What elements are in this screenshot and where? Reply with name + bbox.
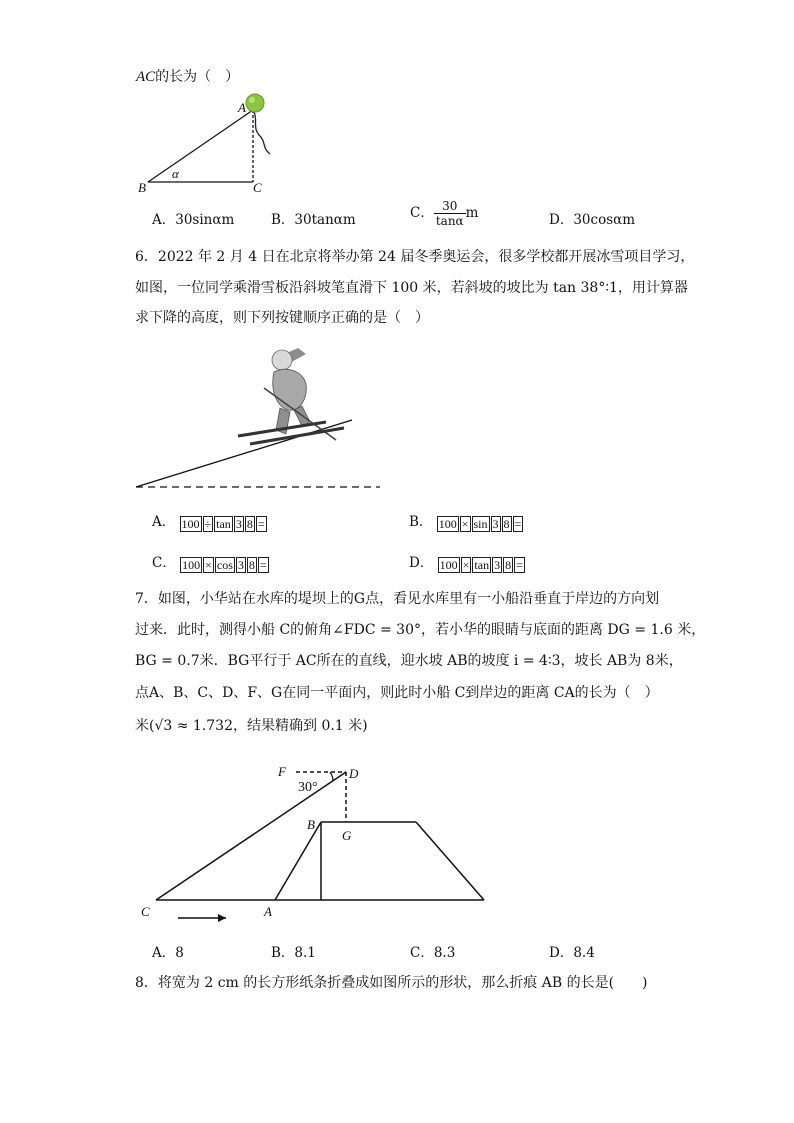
q7-stem-line-1: 7．如图，小华站在水库的堤坝上的G点，看见水库里有一小船沿垂直于岸边的方向划 [135, 591, 660, 607]
q5-tail-text: 的长为（ ） [155, 69, 240, 85]
calculator-key: 3 [237, 558, 244, 572]
q5-var-ac: AC [136, 69, 156, 85]
q7-label-a: A [264, 904, 272, 919]
q6-stem-line-2: 如图，一位同学乘滑雪板沿斜坡笔直滑下 100 米，若斜坡的坡比为 tan 38°∶1，用计算器 [135, 280, 688, 296]
kite-string-icon [254, 112, 270, 154]
option-text: 30cosαm [573, 212, 636, 228]
q5-side-ab [148, 110, 253, 182]
q5-stem-tail [136, 66, 239, 86]
calculator-key: 3 [492, 517, 499, 531]
calculator-key: 3 [494, 558, 501, 572]
option-letter: B． [271, 945, 295, 961]
calculator-key: sin [473, 517, 488, 531]
calculator-key: = [516, 558, 523, 572]
q5-option-b[interactable] [271, 208, 356, 228]
calculator-key: cos [216, 558, 233, 572]
arrow-right-icon [218, 914, 226, 922]
calculator-key: = [259, 558, 267, 572]
q7-label-c: C [141, 904, 150, 919]
q6-option-a[interactable] [152, 510, 268, 532]
calculator-key: × [462, 558, 470, 572]
q7-label-b: B [307, 817, 315, 832]
q6-option-b[interactable] [409, 510, 524, 532]
option-text: 30tanαm [294, 212, 356, 228]
q6-slope-line [136, 420, 352, 487]
option-text: 8 [175, 945, 184, 961]
calculator-key: 3 [235, 517, 242, 531]
calculator-key: ÷ [204, 517, 212, 531]
option-text: 30sinαm [175, 212, 235, 228]
q7-option-b[interactable] [271, 941, 316, 961]
calculator-key: 100 [182, 558, 201, 572]
calculator-key: × [461, 517, 469, 531]
option-text: 8.1 [294, 945, 316, 961]
calculator-key: 8 [505, 558, 512, 572]
q6-option-d[interactable] [409, 551, 526, 573]
q5-figure [130, 88, 300, 200]
angle-arc-icon [330, 772, 333, 781]
balloon-highlight-icon [249, 97, 255, 103]
option-letter: C． [410, 205, 434, 221]
option-text: 8.4 [573, 945, 595, 961]
key-sequence [180, 516, 268, 532]
q5-label-a: A [238, 100, 246, 115]
q6-stem-line-3: 求下降的高度，则下列按键顺序正确的是（ ） [135, 310, 429, 326]
calculator-key: 8 [503, 517, 510, 531]
option-letter: B． [409, 514, 433, 530]
option-letter: A． [152, 212, 176, 228]
q5-option-c[interactable] [410, 199, 478, 228]
option-letter: C． [410, 945, 434, 961]
q7-dam-right [416, 822, 484, 900]
option-letter: D． [549, 212, 574, 228]
q7-figure [130, 758, 500, 928]
key-sequence [438, 557, 526, 573]
q7-label-angle: 30° [298, 780, 318, 795]
key-sequence [180, 557, 270, 573]
calculator-key: = [257, 517, 265, 531]
option-letter: D． [549, 945, 574, 961]
q8-stem-line-1: 8．将宽为 2 cm 的长方形纸条折叠成如图所示的形状，那么折痕 AB 的长是( ) [135, 975, 648, 991]
calculator-key: tan [216, 517, 231, 531]
balloon-icon [246, 94, 264, 112]
calculator-key: × [205, 558, 212, 572]
q7-option-c[interactable] [410, 941, 455, 961]
skier-icon [238, 348, 344, 444]
q7-stem-line-2: 过来．此时，测得小船 C的俯角∠FDC = 30°，若小华的眼睛与底面的距离 DG = 1.6 米， [135, 622, 706, 638]
key-sequence [437, 516, 525, 532]
calculator-key: = [514, 517, 522, 531]
calculator-key: 8 [248, 558, 255, 572]
q7-stem-line-4: 点A、B、C、D、F、G在同一平面内，则此时小船 C到岸边的距离 CA的长为（ ） [135, 685, 659, 701]
q7-label-g: G [342, 828, 352, 843]
option-letter: A． [152, 945, 176, 961]
q5-label-alpha: α [172, 166, 179, 181]
q7-option-a[interactable] [152, 941, 184, 961]
option-letter: A． [152, 514, 176, 530]
q6-figure [130, 340, 390, 495]
q5-option-a[interactable] [152, 208, 234, 228]
calculator-key: 100 [439, 558, 458, 572]
q5-label-c: C [253, 180, 262, 195]
fraction-denominator: tanα [435, 214, 464, 228]
q7-slope-ab [275, 822, 321, 900]
q6-option-c[interactable] [152, 551, 270, 573]
q7-stem-line-3: BG = 0.7米．BG平行于 AC所在的直线，迎水坡 AB的坡度 i = 4∶3，坡长 AB为 8米， [135, 653, 683, 669]
q6-stem-line-1: 6．2022 年 2 月 4 日在北京将举办第 24 届冬季奥运会，很多学校都开展冰雪项目学习， [135, 249, 695, 265]
q5-option-d[interactable] [549, 208, 635, 228]
fraction-numerator: 30 [434, 199, 466, 214]
calculator-key: 100 [438, 517, 457, 531]
calculator-key: 100 [181, 517, 200, 531]
option-letter: C． [152, 555, 176, 571]
option-letter: D． [409, 555, 434, 571]
q5-label-b: B [138, 180, 146, 195]
calculator-key: tan [474, 558, 490, 572]
calculator-key: 8 [246, 517, 253, 531]
q7-label-d: D [349, 766, 359, 781]
q7-label-f: F [278, 764, 286, 779]
option-unit: m [465, 205, 479, 221]
q7-stem-line-5: 米(√3 ≈ 1.732，结果精确到 0.1 米) [135, 718, 368, 734]
option-text: 8.3 [433, 945, 456, 961]
q7-option-d[interactable] [549, 941, 595, 961]
option-letter: B． [271, 212, 295, 228]
option-fraction [434, 199, 466, 228]
